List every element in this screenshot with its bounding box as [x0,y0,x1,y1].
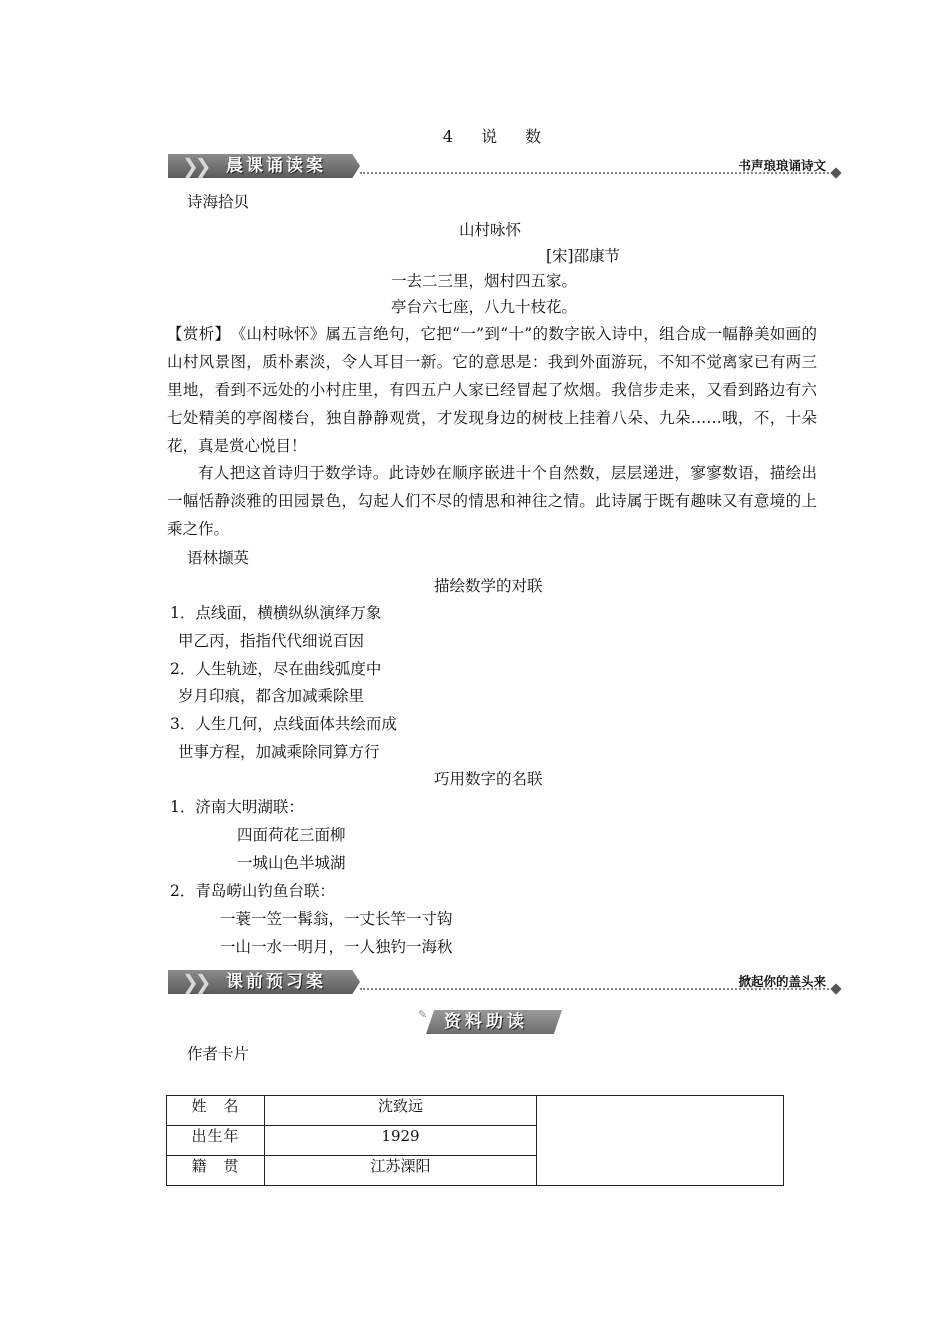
sub-badge-reading [420,1008,565,1036]
sparkle-icon: ✎ [418,1008,428,1021]
couplet-number: 2． [170,660,196,678]
couplet-number-1-head: 1．济南大明湖联： [170,798,304,816]
couplet-number: 1． [170,604,196,622]
couplet-math-1-lower: 甲乙丙，指指代代细说百因 [178,632,365,650]
section-heading-couplets: 语林撷英 [187,549,250,567]
couplet-number: 3． [170,715,196,733]
couplet-math-1-upper [170,603,381,623]
couplet-number-2-upper: 一蓑一笠一髯翁，一丈长竿一寸钩 [220,910,453,928]
author-photo-cell [537,1096,784,1186]
couplet-line: 点线面，横横纵纵演绎万象 [195,604,382,622]
poem-line-2: 亭台六七座，八九十枝花。 [391,298,578,316]
couplets-number-title: 巧用数字的名联 [434,770,543,788]
lesson-title: 4 说 数 [442,127,548,146]
appreciation-text: 《山村咏怀》属五言绝句，它把“一”到“十”的数字嵌入诗中，组合成一幅静美如画的山村风景图，质朴素淡，令人耳目一新。它的意思是：我到外面游玩，不知不觉离家已有两三里地，看到不远处的小村庄里，有四五户人家已经冒起了炊烟。我信步走来，又看到路边有六七处精美的亭阁楼台，独自静静观赏，才发现身边的树枝上挂着八朵、九朵……哦，不，十朵花，真是赏心悦目！ [167,325,817,455]
couplet-line: 人生几何，点线面体共绘而成 [195,715,397,733]
banner-tag: 书声琅琅诵诗文 [738,158,826,173]
double-chevron-icon: ❯❯ [182,970,208,994]
couplets-math-title: 描绘数学的对联 [434,577,543,595]
banner-label: 课前预习案 [226,972,326,992]
couplet-number-2-lower: 一山一水一明月，一人独钓一海秋 [220,938,453,956]
couplet-number-1-lower: 一城山色半城湖 [237,854,346,872]
couplet-line: 人生轨迹，尽在曲线弧度中 [195,660,382,678]
appreciation-paragraph [167,320,817,460]
section-heading-poetry: 诗海拾贝 [187,193,250,211]
sub-badge-label: 资料助读 [444,1012,528,1032]
section-banner-preview [168,968,840,998]
appreciation-label: 【赏析】 [167,325,223,343]
author-origin-value: 江苏溧阳 [265,1156,537,1186]
couplet-number-2-head: 2．青岛崂山钓鱼台联： [170,882,335,900]
author-name-value: 沈致远 [265,1096,537,1126]
appreciation-paragraph-2: 有人把这首诗归于数学诗。此诗妙在顺序嵌进十个自然数，层层递进，寥寥数语，描绘出一幅恬静淡雅的田园景色，勾起人们不尽的情思和神往之情。此诗属于既有趣味又有意境的上乘之作。 [167,464,817,538]
banner-tag: 掀起你的盖头来 [738,974,826,989]
couplet-math-2-lower: 岁月印痕，都含加减乘除里 [178,687,365,705]
poem-line-1: 一去二三里，烟村四五家。 [391,272,578,290]
author-card-table [166,1095,784,1186]
couplet-math-2-upper [170,659,381,679]
poem-title: 山村咏怀 [459,221,522,239]
diamond-icon [830,983,841,994]
author-birth-key: 出生年 [167,1126,265,1156]
section-heading-author: 作者卡片 [187,1045,250,1063]
banner-label: 晨课诵读案 [226,156,326,176]
author-origin-key: 籍 贯 [167,1156,265,1186]
couplet-number-1-upper: 四面荷花三面柳 [237,826,346,844]
diamond-icon [830,167,841,178]
table-row [167,1096,784,1126]
couplet-math-3-lower: 世事方程，加减乘除同算方行 [178,743,380,761]
double-chevron-icon: ❯❯ [182,154,208,178]
section-banner-morning [168,152,840,182]
author-name-key: 姓 名 [167,1096,265,1126]
couplet-math-3-upper [170,714,397,734]
poem-author: [宋]邵康节 [546,247,621,265]
author-birth-value: 1929 [265,1126,537,1156]
